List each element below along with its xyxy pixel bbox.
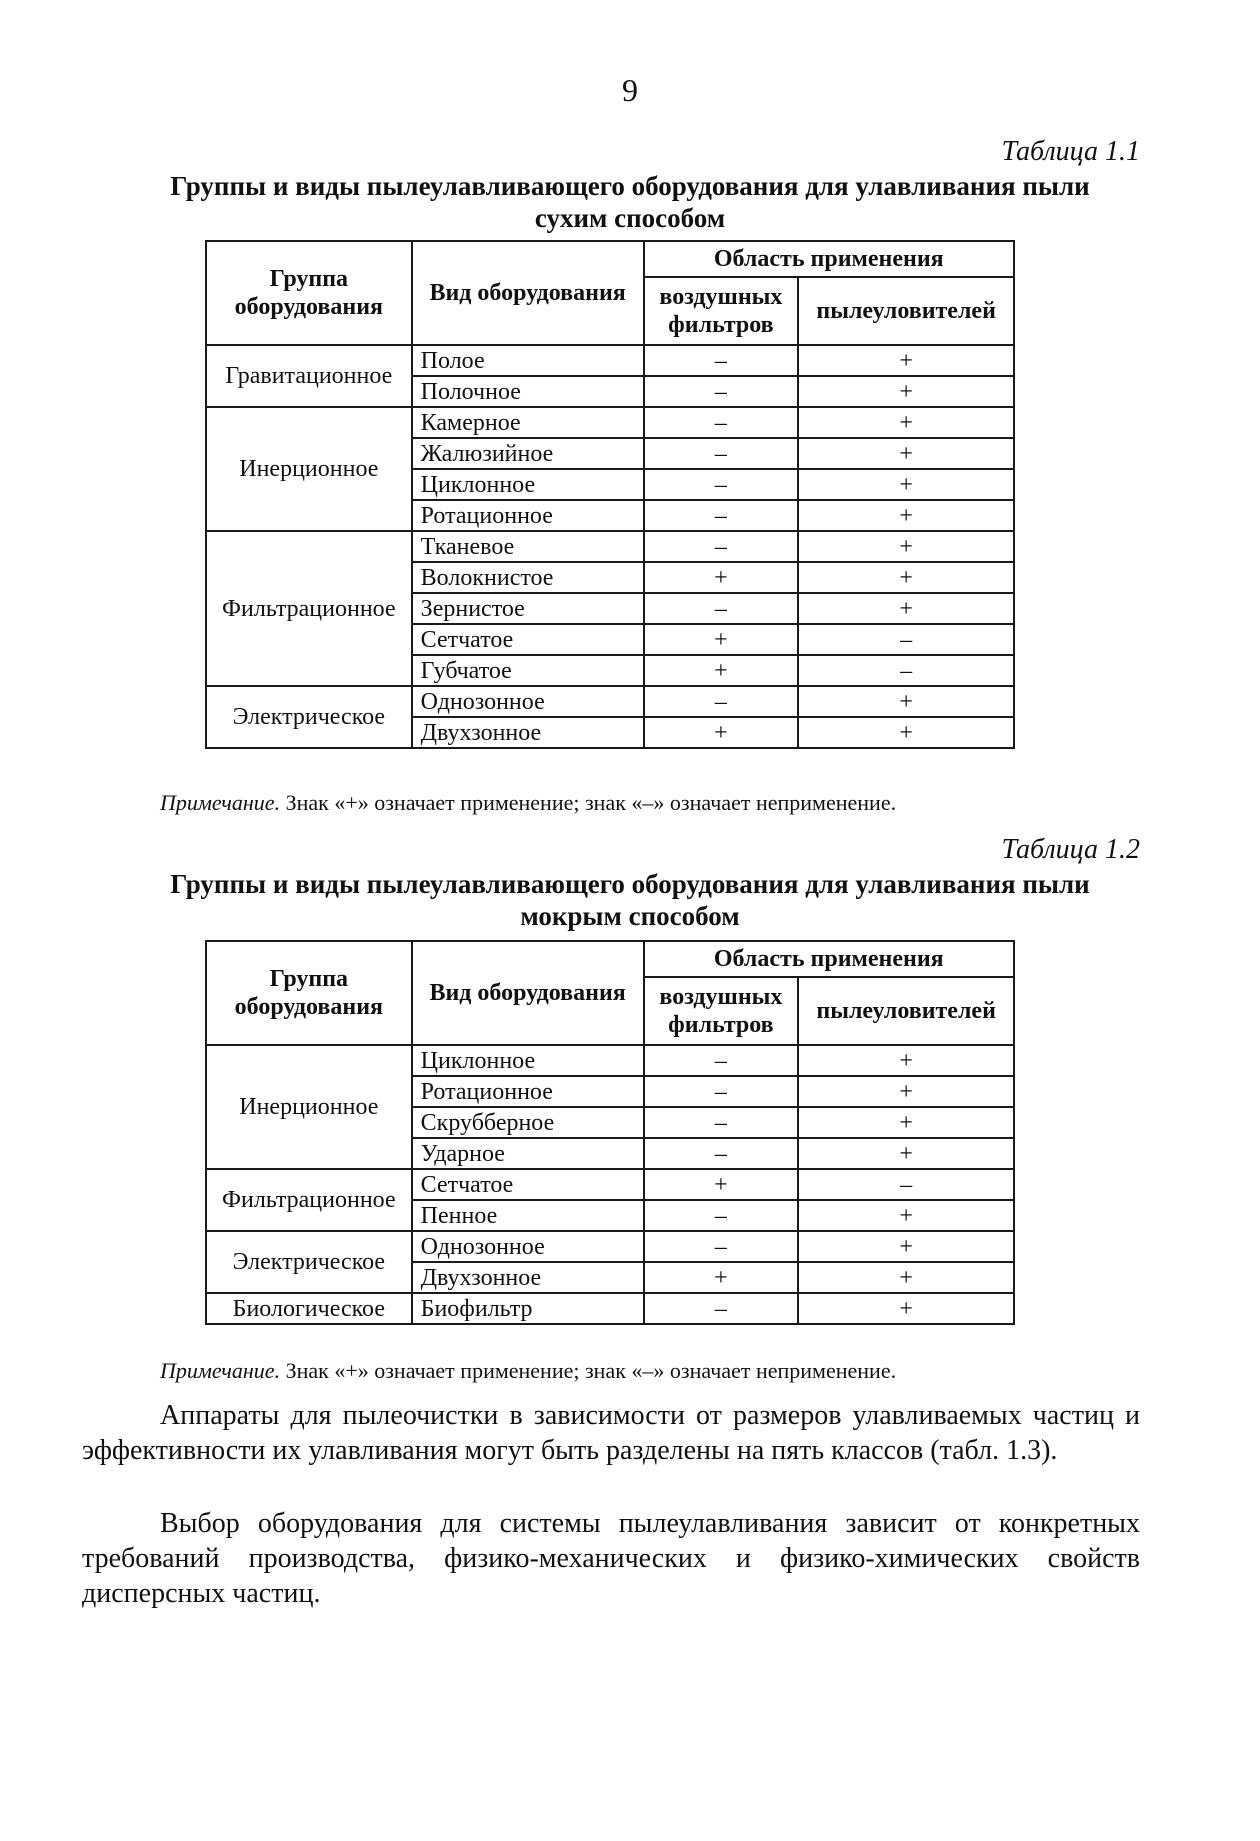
table2-header <box>206 941 1014 1045</box>
air-filter-cell: + <box>644 624 799 655</box>
group-cell: Фильтрационное <box>206 1169 412 1231</box>
table2-title-line1: Группы и виды пылеулавливающего оборудования для улавливания пыли <box>170 869 1090 899</box>
dust-collector-cell: – <box>798 655 1014 686</box>
table2-note-text: Знак «+» означает применение; знак «–» означает неприменение. <box>280 1358 897 1383</box>
dust-collector-cell: + <box>798 1076 1014 1107</box>
air-filter-cell: – <box>644 469 799 500</box>
air-filter-cell: + <box>644 562 799 593</box>
group-cell: Биологическое <box>206 1293 412 1324</box>
table1-note-label: Примечание. <box>160 790 281 815</box>
table-row <box>206 1231 1014 1262</box>
air-filter-cell: – <box>644 1138 799 1169</box>
paragraph-1: Аппараты для пылеочистки в зависимости от размеров улавливаемых частиц и эффективности их улавливания могут быть разделены на пять классов (табл. 1.3). <box>82 1400 1140 1466</box>
kind-cell: Пенное <box>412 1200 644 1231</box>
dust-collector-cell: + <box>798 469 1014 500</box>
kind-cell: Двухзонное <box>412 717 644 748</box>
table2-label: Таблица 1.2 <box>1001 834 1140 865</box>
kind-cell: Жалюзийное <box>412 438 644 469</box>
kind-cell: Полочное <box>412 376 644 407</box>
kind-cell: Зернистое <box>412 593 644 624</box>
dust-collector-cell: + <box>798 717 1014 748</box>
table1-note <box>160 790 896 816</box>
dust-collector-cell: + <box>798 376 1014 407</box>
air-filter-cell: – <box>644 407 799 438</box>
table2 <box>205 940 1015 1325</box>
table1-label: Таблица 1.1 <box>1001 136 1140 167</box>
kind-cell: Циклонное <box>412 469 644 500</box>
air-filter-cell: – <box>644 1200 799 1231</box>
dust-collector-cell: + <box>798 1200 1014 1231</box>
kind-cell: Ротационное <box>412 1076 644 1107</box>
air-filter-cell: – <box>644 1076 799 1107</box>
table1-header <box>206 241 1014 345</box>
table1-header-dust: пылеуловителей <box>798 277 1014 345</box>
table1-title-line2: сухим способом <box>534 203 726 233</box>
table1-body <box>206 345 1014 748</box>
table-row <box>206 1045 1014 1076</box>
table-row <box>206 407 1014 438</box>
group-cell: Электрическое <box>206 1231 412 1293</box>
table2-title-line2: мокрым способом <box>520 901 740 931</box>
dust-collector-cell: + <box>798 1231 1014 1262</box>
dust-collector-cell: + <box>798 1262 1014 1293</box>
dust-collector-cell: + <box>798 1107 1014 1138</box>
kind-cell: Тканевое <box>412 531 644 562</box>
table-row <box>206 686 1014 717</box>
dust-collector-cell: + <box>798 686 1014 717</box>
table2-header-scope: Область применения <box>644 941 1014 977</box>
kind-cell: Двухзонное <box>412 1262 644 1293</box>
kind-cell: Биофильтр <box>412 1293 644 1324</box>
table2-header-group: Группа оборудования <box>206 941 412 1045</box>
group-cell: Гравитационное <box>206 345 412 407</box>
dust-collector-cell: + <box>798 1293 1014 1324</box>
air-filter-cell: + <box>644 1262 799 1293</box>
table-row <box>206 1293 1014 1324</box>
air-filter-cell: – <box>644 438 799 469</box>
table1-note-text: Знак «+» означает применение; знак «–» означает неприменение. <box>280 790 897 815</box>
table1-header-scope: Область применения <box>644 241 1014 277</box>
dust-collector-cell: + <box>798 531 1014 562</box>
air-filter-cell: – <box>644 1107 799 1138</box>
table1-title <box>110 170 1150 234</box>
kind-cell: Сетчатое <box>412 1169 644 1200</box>
air-filter-cell: – <box>644 345 799 376</box>
page-number: 9 <box>622 72 638 108</box>
table1-header-group: Группа оборудования <box>206 241 412 345</box>
air-filter-cell: + <box>644 1169 799 1200</box>
dust-collector-cell: + <box>798 438 1014 469</box>
air-filter-cell: – <box>644 1045 799 1076</box>
kind-cell: Однозонное <box>412 1231 644 1262</box>
kind-cell: Циклонное <box>412 1045 644 1076</box>
air-filter-cell: + <box>644 717 799 748</box>
table2-header-dust: пылеуловителей <box>798 977 1014 1045</box>
table2-note <box>160 1358 896 1384</box>
kind-cell: Сетчатое <box>412 624 644 655</box>
table-row <box>206 531 1014 562</box>
group-cell: Фильтрационное <box>206 531 412 686</box>
table1 <box>205 240 1015 749</box>
kind-cell: Ротационное <box>412 500 644 531</box>
dust-collector-cell: + <box>798 407 1014 438</box>
air-filter-cell: + <box>644 655 799 686</box>
table1-header-kind: Вид оборудования <box>412 241 644 345</box>
air-filter-cell: – <box>644 1231 799 1262</box>
dust-collector-cell: + <box>798 1138 1014 1169</box>
group-cell: Электрическое <box>206 686 412 748</box>
table2-body <box>206 1045 1014 1324</box>
dust-collector-cell: + <box>798 500 1014 531</box>
kind-cell: Однозонное <box>412 686 644 717</box>
table2-header-air: воздушных фильтров <box>644 977 799 1045</box>
table-row <box>206 1169 1014 1200</box>
kind-cell: Волокнистое <box>412 562 644 593</box>
table1-header-air: воздушных фильтров <box>644 277 799 345</box>
dust-collector-cell: + <box>798 1045 1014 1076</box>
air-filter-cell: – <box>644 1293 799 1324</box>
air-filter-cell: – <box>644 376 799 407</box>
dust-collector-cell: + <box>798 593 1014 624</box>
table-row <box>206 345 1014 376</box>
kind-cell: Губчатое <box>412 655 644 686</box>
paragraph-2: Выбор оборудования для системы пылеулавливания зависит от конкретных требований производства, физико-механических и физико-химических свойств дисперсных частиц. <box>82 1508 1140 1609</box>
kind-cell: Ударное <box>412 1138 644 1169</box>
kind-cell: Камерное <box>412 407 644 438</box>
group-cell: Инерционное <box>206 1045 412 1169</box>
kind-cell: Скрубберное <box>412 1107 644 1138</box>
dust-collector-cell: – <box>798 624 1014 655</box>
dust-collector-cell: – <box>798 1169 1014 1200</box>
dust-collector-cell: + <box>798 345 1014 376</box>
table2-title <box>110 868 1150 932</box>
air-filter-cell: – <box>644 500 799 531</box>
table1-title-line1: Группы и виды пылеулавливающего оборудования для улавливания пыли <box>170 171 1090 201</box>
kind-cell: Полое <box>412 345 644 376</box>
group-cell: Инерционное <box>206 407 412 531</box>
table2-note-label: Примечание. <box>160 1358 281 1383</box>
table2-header-kind: Вид оборудования <box>412 941 644 1045</box>
dust-collector-cell: + <box>798 562 1014 593</box>
air-filter-cell: – <box>644 531 799 562</box>
air-filter-cell: – <box>644 686 799 717</box>
air-filter-cell: – <box>644 593 799 624</box>
